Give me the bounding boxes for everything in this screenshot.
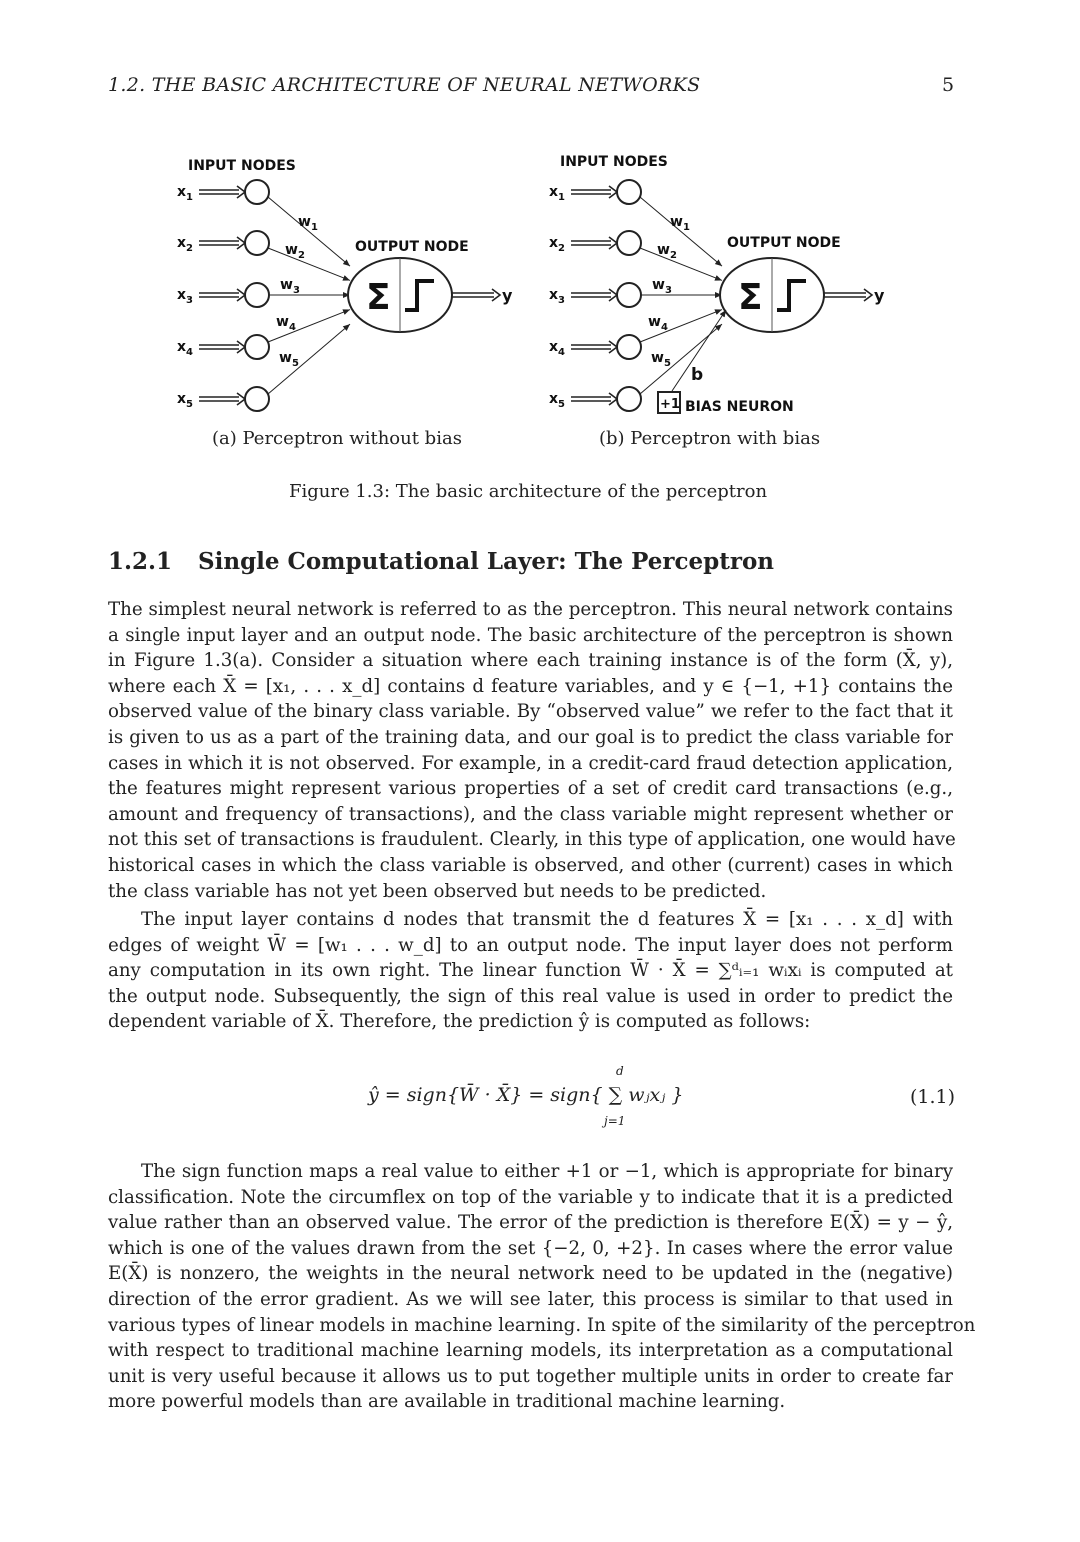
paragraph-1 [108,597,956,904]
weight-label-w1: $w_1$ [298,214,318,233]
arrow-head [609,186,617,198]
weight-edge [640,197,722,266]
input-label-x2: $x_2$ [177,235,193,254]
text-line: which is one of the values drawn from the set {−2, 0, +2}. In cases where the error value [108,1237,953,1259]
sum-lower: j=1 [604,1114,626,1128]
running-header: 1.2. THE BASIC ARCHITECTURE OF NEURAL NETWORKS [108,74,701,96]
text-line: the features might represent various properties of a set of credit card transactions (e.g., [108,778,953,800]
input-label-x1: $x_1$ [177,184,193,203]
sum-upper: d [616,1064,624,1078]
arrow-head [237,289,245,301]
weight-label-w1: $w_1$ [670,214,690,233]
weight-label-w3: $w_3$ [280,277,300,296]
input-node [617,180,641,204]
bias-value: +1 [660,397,680,412]
section-title: Single Computational Layer: The Perceptron [198,548,775,575]
arrow-head [237,186,245,198]
weight-label-w2: $w_2$ [285,242,305,261]
text-line: is given to us as a part of the training data, and our goal is to predict the class variable for [108,726,953,748]
text-line: the output node. Subsequently, the sign of this real value is used in order to predict the [108,985,953,1007]
text-line: a single input layer and an output node. The basic architecture of the perceptron is shown [108,624,953,646]
text-line: any computation in its own right. The linear function W̄ · X̄ = ∑ᵈᵢ₌₁ wᵢxᵢ is computed at [108,960,953,982]
text-line: cases in which it is not observed. For example, in a credit-card fraud detection application, [108,752,953,774]
input-label-x4: $x_4$ [177,339,193,358]
input-node [617,335,641,359]
bias-neuron-label: BIAS NEURON [685,399,794,415]
arrow-head [864,289,872,301]
input-node [245,231,269,255]
text-line: dependent variable of X̄. Therefore, the prediction ŷ is computed as follows: [108,1011,811,1033]
arrow-head [609,341,617,353]
input-node [617,231,641,255]
input-label-x5: $x_5$ [177,391,193,410]
equation-1-1 [368,1064,684,1128]
input-node [245,283,269,307]
weight-label-w5: $w_5$ [651,350,671,369]
panel-a-diagram [177,158,513,411]
text-line: direction of the error gradient. As we will see later, this process is similar to that used in [108,1288,953,1310]
text-line: amount and frequency of transactions), and the class variable might represent whether or [108,803,953,825]
text-line: The sign function maps a real value to either +1 or −1, which is appropriate for binary [141,1161,953,1182]
perceptron-figure [0,0,1080,470]
weight-label-w2: $w_2$ [657,242,677,261]
weight-label-w5: $w_5$ [279,350,299,369]
text-line: The input layer contains d nodes that transmit the d features X̄ = [x₁ . . . x_d] with [141,909,953,930]
input-label-x3: $x_3$ [177,287,193,306]
arrow-head [609,289,617,301]
weight-label-w4: $w_4$ [648,314,668,333]
summation-icon: Σ [738,277,763,318]
output-label-y: y [502,286,513,305]
bias-weight-label: b [691,365,704,385]
weight-label-w3: $w_3$ [652,277,672,296]
input-nodes-label: INPUT NODES [560,154,668,170]
arrow-head [492,289,500,301]
weight-label-w4: $w_4$ [276,314,296,333]
panel-b-diagram [549,154,885,415]
subcaption-a: (a) Perceptron without bias [212,428,462,449]
input-label-x4: $x_4$ [549,339,565,358]
text-line: in Figure 1.3(a). Consider a situation where each training instance is of the form (X̄, y), [108,650,953,672]
equation-body: ŷ = sign{W̄ · X̄} = sign{ ∑ wⱼxⱼ } [368,1084,684,1106]
paragraph-3 [108,1159,976,1415]
paragraph-2 [108,907,953,1035]
input-node [245,387,269,411]
arrow-head [237,341,245,353]
text-line: not this set of transactions is fraudulent. Clearly, in this type of application, one would have [108,829,956,851]
page-number: 5 [942,74,955,96]
text-line: unit is very useful because it allows us to put together multiple units in order to create far [108,1365,953,1387]
input-node [617,283,641,307]
weight-edge [640,248,722,280]
text-line: various types of linear models in machine learning. In spite of the similarity of the perceptron [108,1314,976,1336]
summation-icon: Σ [366,277,391,318]
text-line: edges of weight W̄ = [w₁ . . . w_d] to an output node. The input layer does not perform [108,934,953,956]
arrow-head [609,237,617,249]
input-node [245,180,269,204]
subcaption-b: (b) Perceptron with bias [599,428,821,449]
arrow-head [609,393,617,405]
text-line: with respect to traditional machine learning models, its interpretation as a computational [108,1340,953,1362]
input-node [245,335,269,359]
text-line: observed value of the binary class variable. By “observed value” we refer to the fact that it [108,701,953,723]
output-node-label: OUTPUT NODE [727,235,841,251]
section-heading [108,548,774,575]
text-line: E(X̄) is nonzero, the weights in the neural network need to be updated in the (negative) [108,1263,953,1285]
output-node-label: OUTPUT NODE [355,239,469,255]
text-line: where each X̄ = [x₁, . . . x_d] contains d feature variables, and y ∈ {−1, +1} contains the [108,675,953,697]
input-node [617,387,641,411]
equation-number: (1.1) [910,1086,956,1108]
figure-caption: Figure 1.3: The basic architecture of the perceptron [289,481,768,502]
text-line: The simplest neural network is referred to as the perceptron. This neural network contains [108,599,953,620]
input-label-x2: $x_2$ [549,235,565,254]
input-label-x3: $x_3$ [549,287,565,306]
text-line: value rather than an observed value. The error of the prediction is therefore E(X̄) = y − ŷ, [108,1212,953,1234]
input-nodes-label: INPUT NODES [188,158,296,174]
arrow-head [237,393,245,405]
weight-edge [268,197,350,266]
text-line: more powerful models than are available in traditional machine learning. [108,1391,786,1413]
weight-edge [268,248,350,280]
input-label-x5: $x_5$ [549,391,565,410]
arrow-head [237,237,245,249]
text-line: classification. Note the circumflex on top of the variable y to indicate that it is a predicted [108,1186,953,1208]
section-number: 1.2.1 [108,548,173,575]
input-label-x1: $x_1$ [549,184,565,203]
text-line: the class variable has not yet been observed but needs to be predicted. [108,880,767,902]
text-line: historical cases in which the class variable is observed, and other (current) cases in which [108,854,953,876]
output-label-y: y [874,286,885,305]
